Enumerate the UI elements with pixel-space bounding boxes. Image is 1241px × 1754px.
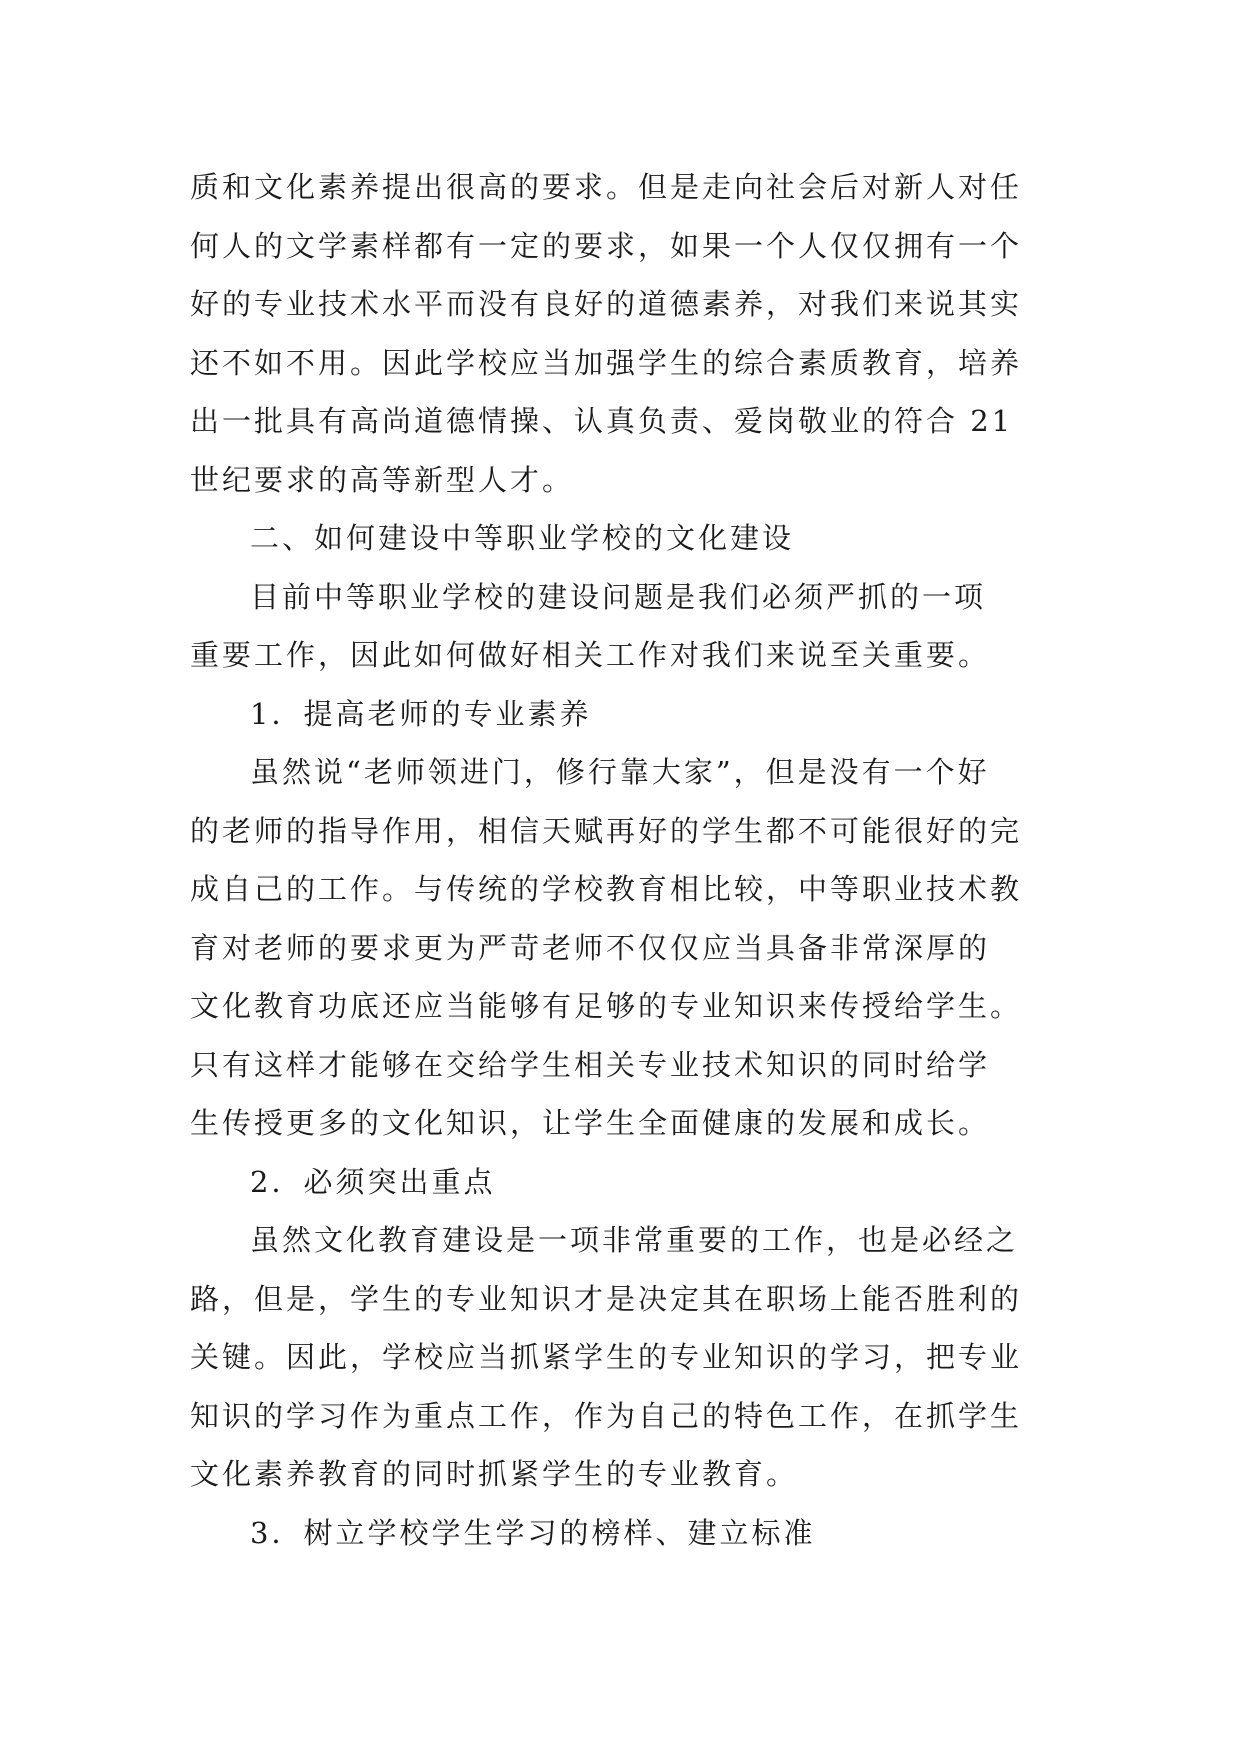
text-line: 知识的学习作为重点工作，作为自己的特色工作，在抓学生 (190, 1398, 1023, 1433)
text-line: 只有这样才能够在交给学生相关专业技术知识的同时给学 (190, 1047, 991, 1082)
text-line: 关键。因此，学校应当抓紧学生的专业知识的学习，把专业 (190, 1340, 1023, 1374)
text-line: 目前中等职业学校的建设问题是我们必须严抓的一项 (250, 579, 987, 614)
document-body (190, 158, 1060, 1562)
text-line: 成自己的工作。与传统的学校教育相比较，中等职业技术教 (190, 872, 1023, 906)
text-line: 出一批具有高尚道德情操、认真负责、爱岗敬业的符合 21 (190, 404, 1014, 438)
text-line: 虽然说“老师领进门，修行靠大家”，但是没有一个好 (250, 755, 990, 789)
text-line: 二、如何建设中等职业学校的文化建设 (250, 521, 795, 555)
text-line: 的老师的指导作用，相信天赋再好的学生都不可能很好的完 (190, 813, 1023, 848)
text-line: 2．必须突出重点 (250, 1164, 496, 1199)
text-line: 路，但是，学生的专业知识才是决定其在职场上能否胜利的 (190, 1281, 1023, 1316)
text-line: 重要工作，因此如何做好相关工作对我们来说至关重要。 (190, 638, 991, 672)
text-line: 还不如不用。因此学校应当加强学生的综合素质教育，培养 (190, 345, 1023, 380)
text-line: 1．提高老师的专业素养 (250, 696, 592, 731)
text-line: 质和文化素养提出很高的要求。但是走向社会后对新人对任 (190, 170, 1023, 204)
text-line: 文化素养教育的同时抓紧学生的专业教育。 (190, 1457, 799, 1491)
text-line: 何人的文学素样都有一定的要求，如果一个人仅仅拥有一个 (190, 228, 1023, 263)
text-line: 世纪要求的高等新型人才。 (190, 462, 575, 497)
text-line: 3．树立学校学生学习的榜样、建立标准 (250, 1515, 816, 1550)
text-line: 生传授更多的文化知识，让学生全面健康的发展和成长。 (190, 1106, 991, 1140)
text-line: 育对老师的要求更为严苛老师不仅仅应当具备非常深厚的 (190, 930, 991, 965)
text-line: 虽然文化教育建设是一项非常重要的工作，也是必经之 (250, 1223, 1019, 1257)
text-line: 文化教育功底还应当能够有足够的专业知识来传授给学生。 (190, 989, 1023, 1023)
text-line: 好的专业技术水平而没有良好的道德素养，对我们来说其实 (190, 287, 1023, 321)
